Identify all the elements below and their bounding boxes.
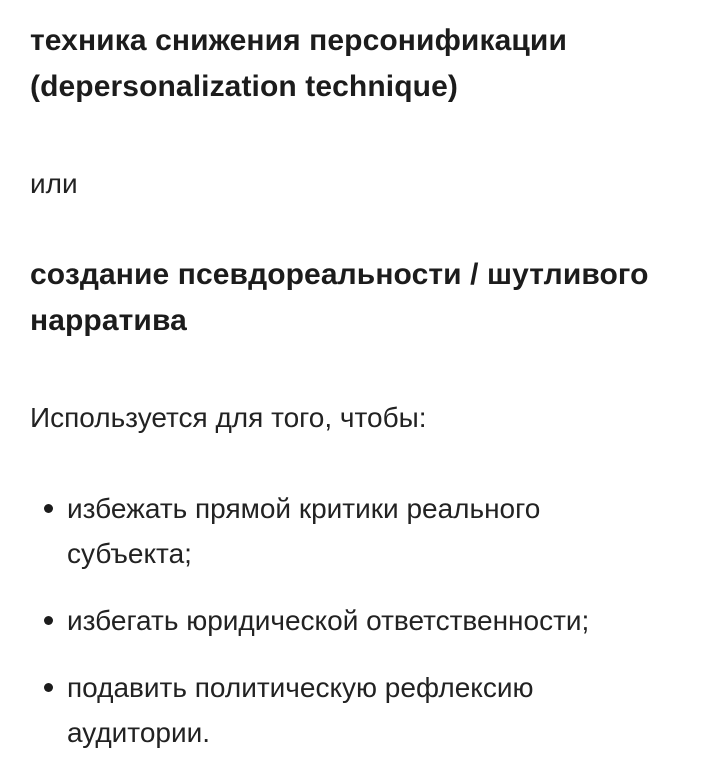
bullet-list [30,486,700,755]
bullet-dot-icon [44,683,53,692]
list-item-text: избегать юридической ответственности; [67,605,590,636]
list-item [30,486,700,576]
list-item [30,598,700,643]
or-separator-text: или [30,168,78,199]
heading-depersonalization: техника снижения персонификации (depersonalization technique) [30,24,567,103]
list-item-text: подавить политическую рефлексию аудитории. [67,672,534,748]
bullet-dot-icon [44,616,53,625]
bullet-dot-icon [44,504,53,513]
list-item [30,665,700,755]
message-content [30,18,700,777]
intro-text: Используется для того, чтобы: [30,402,427,433]
list-item-text: избежать прямой критики реального субъекта; [67,493,541,569]
heading-pseudoreality: создание псевдореальности / шутливого нарратива [30,258,649,337]
